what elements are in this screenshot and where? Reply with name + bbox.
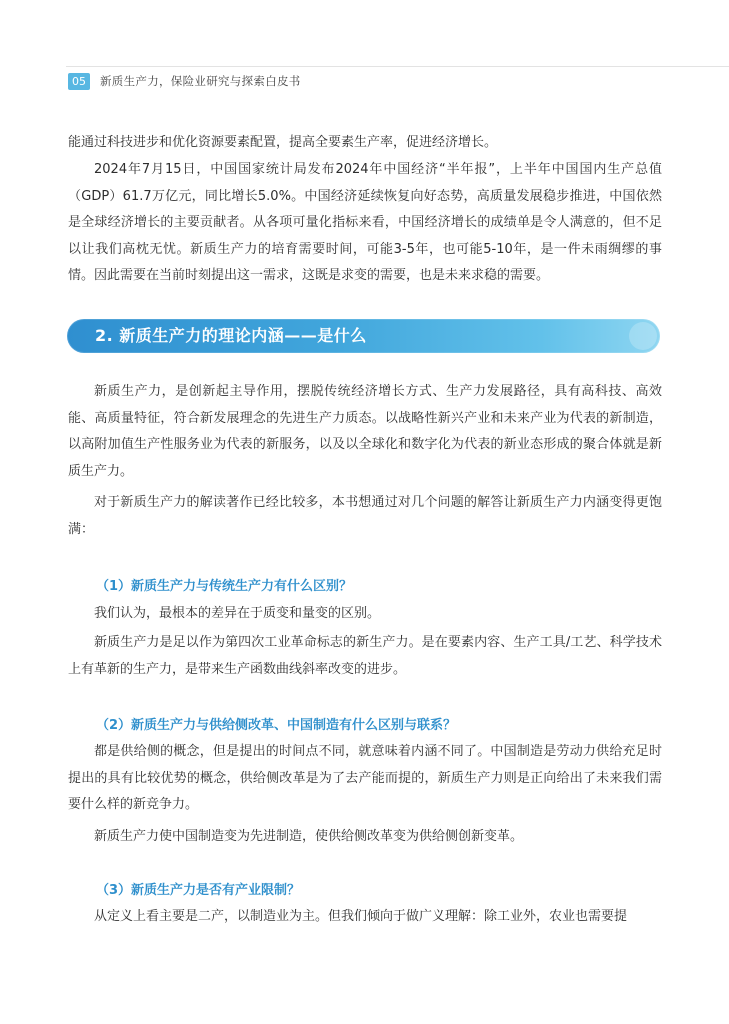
header-divider [66, 66, 729, 67]
question-1-paragraph-1: 我们认为，最根本的差异在于质变和量变的区别。 [94, 606, 381, 621]
section-title: 2. 新质生产力的理论内涵——是什么 [95, 326, 367, 345]
question-3-paragraph-1: 从定义上看主要是二产，以制造业为主。但我们倾向于做广义理解：除工业外，农业也需要提 [94, 909, 628, 924]
page-number-badge: 05 [68, 73, 90, 90]
question-2-paragraph-1: 都是供给侧的概念，但是提出的时间点不同，就意味着内涵不同了。中国制造是劳动力供给充足时提出的具有比较优势的概念，供给侧改革是为了去产能而提的，新质生产力则是正向给出了未来我们需要什么样的新竞争力。 [68, 744, 662, 812]
paragraph-definition: 新质生产力，是创新起主导作用，摆脱传统经济增长方式、生产力发展路径，具有高科技、高效能、高质量特征，符合新发展理念的先进生产力质态。以战略性新兴产业和未来产业为代表的新制造，以高附加值生产性服务业为代表的新服务，以及以全球化和数字化为代表的新业态形成的聚合体就是新质生产力。 [68, 384, 662, 479]
question-3-heading: （3）新质生产力是否有产业限制？ [96, 883, 301, 898]
paragraph-intro-questions: 对于新质生产力的解读著作已经比较多，本书想通过对几个问题的解答让新质生产力内涵变得更饱满： [68, 495, 662, 537]
section-banner [67, 319, 660, 353]
running-header-title: 新质生产力，保险业研究与探索白皮书 [100, 74, 301, 88]
paragraph-continuation: 能通过科技进步和优化资源要素配置，提高全要素生产率，促进经济增长。 [68, 135, 498, 150]
question-1-heading: （1）新质生产力与传统生产力有什么区别？ [96, 579, 353, 594]
question-1-paragraph-2: 新质生产力是足以作为第四次工业革命标志的新生产力。是在要素内容、生产工具/工艺、科学技术上有革新的生产力，是带来生产函数曲线斜率改变的进步。 [68, 635, 662, 677]
paragraph-gdp: 2024年7月15日，中国国家统计局发布2024年中国经济“半年报”，上半年中国国内生产总值（GDP）61.7万亿元，同比增长5.0%。中国经济延续恢复向好态势，高质量发展稳步推进，中国依然是全球经济增长的主要贡献者。从各项可量化指标来看，中国经济增长的成绩单是令人满意的，但不足以让我们高枕无忧。新质生产力的培育需要时间，可能3-5年，也可能5-10年，是一件未雨绸缪的事情。因此需要在当前时刻提出这一需求，这既是求变的需要，也是未来求稳的需要。 [68, 162, 662, 283]
question-2-paragraph-2: 新质生产力使中国制造变为先进制造，使供给侧改革变为供给侧创新变革。 [94, 829, 524, 844]
question-2-heading: （2）新质生产力与供给侧改革、中国制造有什么区别与联系？ [96, 718, 457, 733]
